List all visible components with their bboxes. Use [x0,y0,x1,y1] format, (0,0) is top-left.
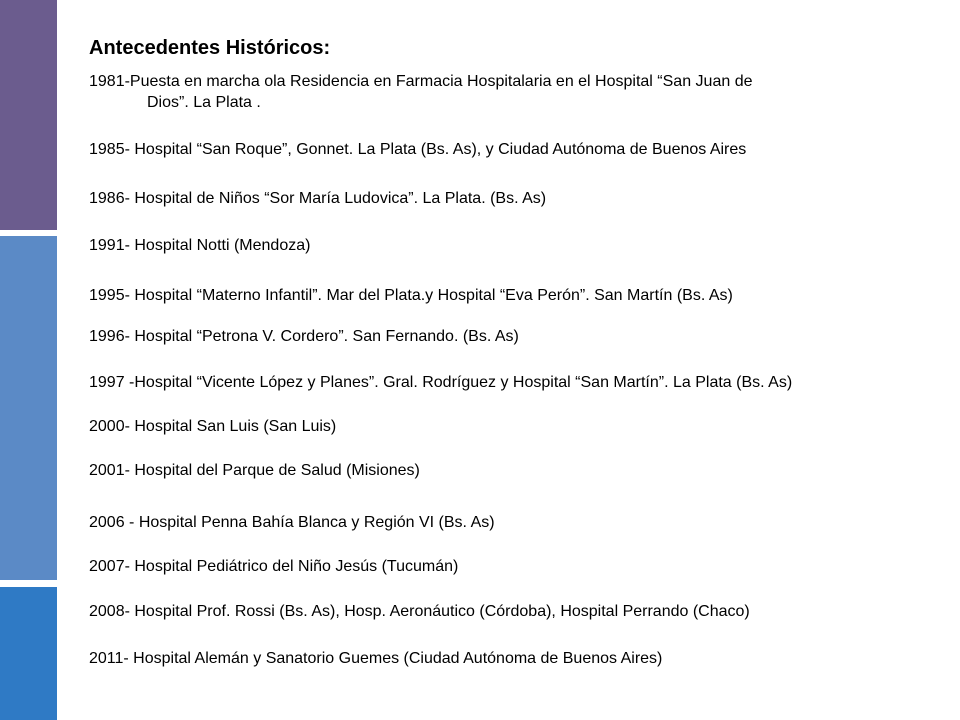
history-entry-2000: 2000- Hospital San Luis (San Luis) [89,418,337,435]
history-entry-1997: 1997 -Hospital “Vicente López y Planes”. Gral. Rodríguez y Hospital “San Martín”. La Plata (Bs. As) [89,374,793,391]
history-entry-continuation: Dios”. La Plata . [147,94,261,111]
history-entry-1981 [89,71,752,113]
history-entry-1991: 1991- Hospital Notti (Mendoza) [89,237,311,254]
history-entry-1996: 1996- Hospital “Petrona V. Cordero”. San Fernando. (Bs. As) [89,328,519,345]
history-entry-2001: 2001- Hospital del Parque de Salud (Misiones) [89,462,420,479]
page-title: Antecedentes Históricos: [89,37,331,59]
history-entry-line: 1981-Puesta en marcha ola Residencia en Farmacia Hospitalaria en el Hospital “San Juan de [89,73,753,90]
history-entry-1985: 1985- Hospital “San Roque”, Gonnet. La Plata (Bs. As), y Ciudad Autónoma de Buenos Aires [89,141,747,158]
history-entry-2007: 2007- Hospital Pediátrico del Niño Jesús (Tucumán) [89,558,459,575]
side-bar-purple [0,0,57,230]
history-entry-1986: 1986- Hospital de Niños “Sor María Ludovica”. La Plata. (Bs. As) [89,190,547,207]
side-bar-dark-blue [0,587,57,720]
history-entry-2006: 2006 - Hospital Penna Bahía Blanca y Región VI (Bs. As) [89,514,495,531]
history-entry-2008: 2008- Hospital Prof. Rossi (Bs. As), Hosp. Aeronáutico (Córdoba), Hospital Perrando (Chaco) [89,603,750,620]
history-entry-1995: 1995- Hospital “Materno Infantil”. Mar del Plata.y Hospital “Eva Perón”. San Martín (Bs. As) [89,287,733,304]
history-entry-2011: 2011- Hospital Alemán y Sanatorio Guemes (Ciudad Autónoma de Buenos Aires) [89,650,663,667]
side-bar-blue [0,236,57,580]
